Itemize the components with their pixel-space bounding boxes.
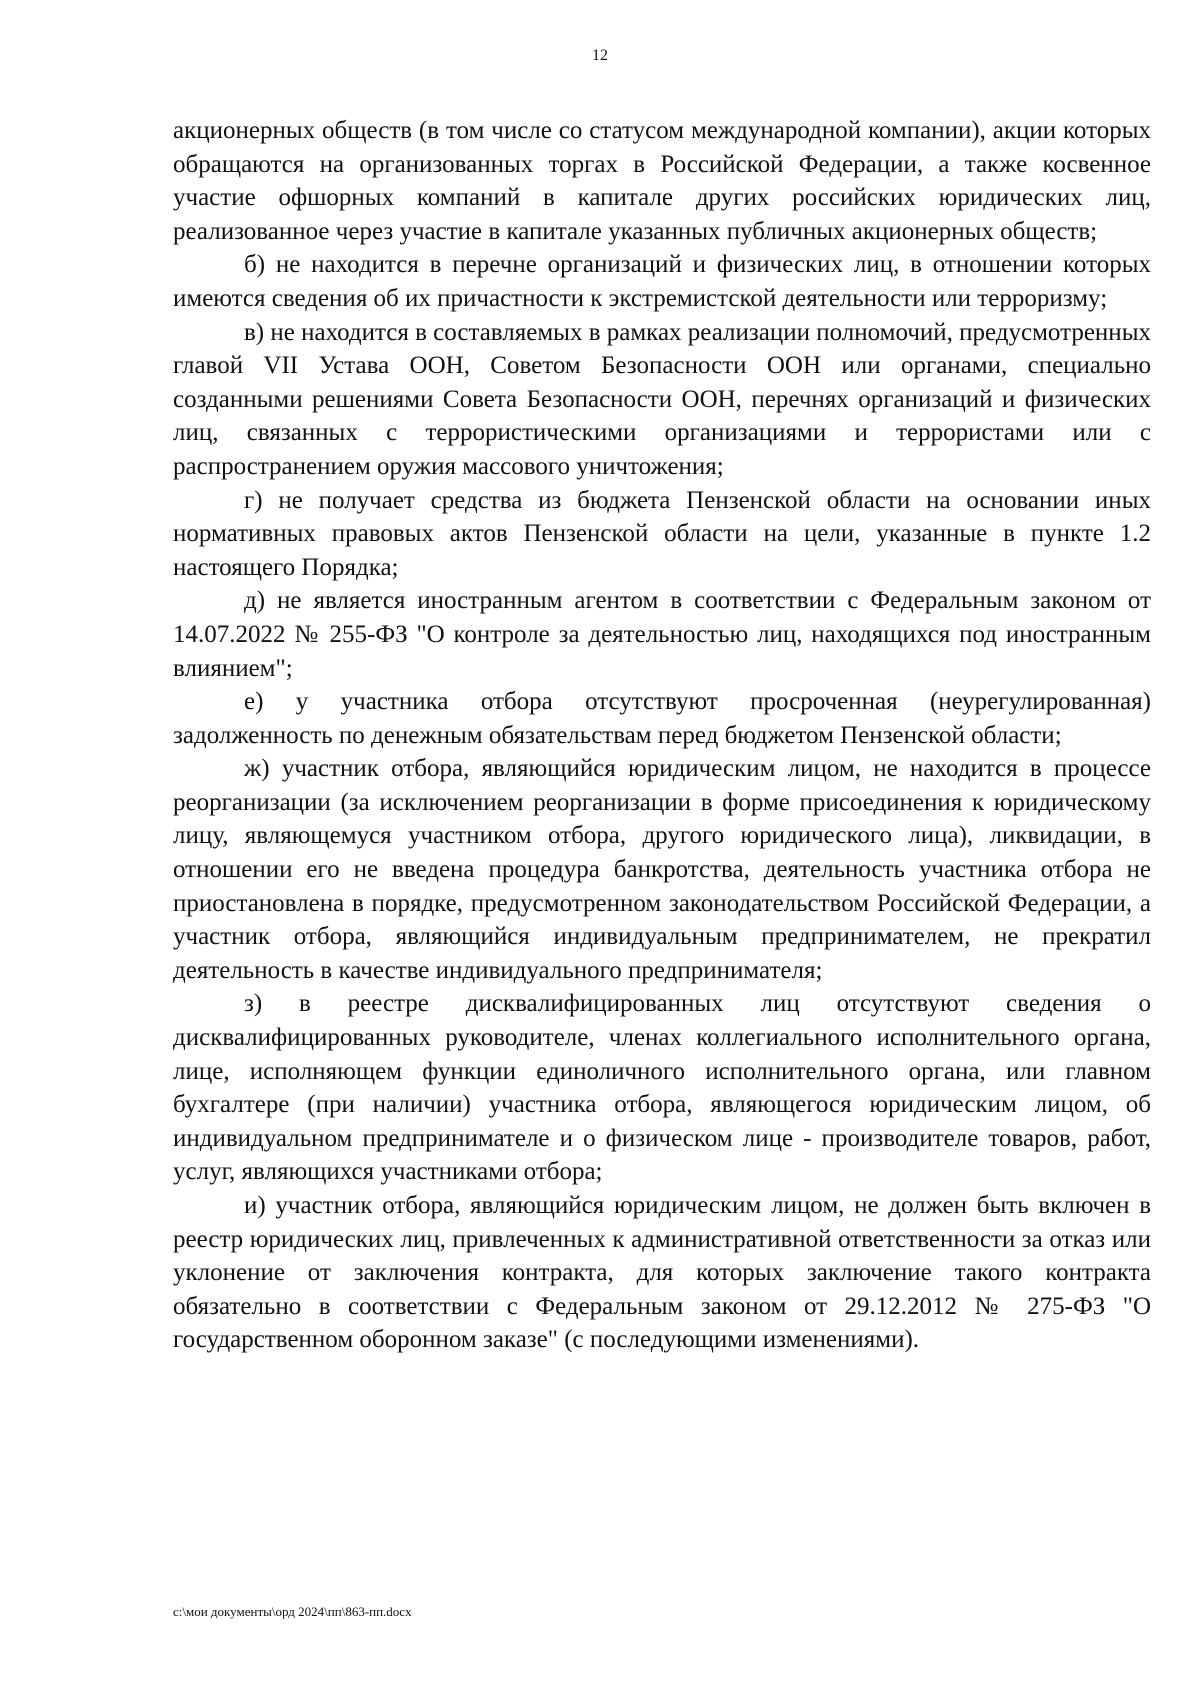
paragraph-item-i: и) участник отбора, являющийся юридическим лицом, не должен быть включен в реестр юридических лиц, привлеченных к административной ответственности за отказ или уклонение от заключения контракта, для которых заключение такого контракта обязательно в соответствии с Федеральным законом от 29.12.2012 № 275-ФЗ "О государственном оборонном заказе" (с последующими изменениями). — [173, 1192, 1151, 1354]
document-body — [173, 114, 1151, 1357]
file-path-footer: c:\мои документы\орд 2024\пп\863-пп.docx — [173, 1604, 412, 1619]
page-number: 12 — [592, 47, 608, 64]
paragraph-item-v: в) не находится в составляемых в рамках реализации полномочий, предусмотренных главой VII Устава ООН, Советом Безопасности ООН или органами, специально созданными решениями Совета Безопасности ООН, перечнях организаций и физических лиц, связанных с террористическими организациями и террористами или с распространением оружия массового уничтожения; — [173, 318, 1151, 480]
paragraph-item-b: б) не находится в перечне организаций и физических лиц, в отношении которых имеются сведения об их причастности к экстремистской деятельности или терроризму; — [173, 251, 1151, 312]
paragraph-item-zh: ж) участник отбора, являющийся юридическим лицом, не находится в процессе реорганизации (за исключением реорганизации в форме присоединения к юридическому лицу, являющемуся участником отбора, другого юридического лица), ликвидации, в отношении его не введена процедура банкротства, деятельность участника отбора не приостановлена в порядке, предусмотренном законодательством Российской Федерации, а участник отбора, являющийся индивидуальным предпринимателем, не прекратил деятельность в качестве индивидуального предпринимателя; — [173, 755, 1151, 984]
paragraph-item-z: з) в реестре дисквалифицированных лиц отсутствуют сведения о дисквалифицированных руководителе, членах коллегиального исполнительного органа, лице, исполняющем функции единоличного исполнительного органа, или главном бухгалтере (при наличии) участника отбора, являющегося юридическим лицом, об индивидуальном предпринимателе и о физическом лице - производителе товаров, работ, услуг, являющихся участниками отбора; — [173, 990, 1151, 1186]
paragraph-continuation: акционерных обществ (в том числе со статусом международной компании), акции которых обращаются на организованных торгах в Российской Федерации, а также косвенное участие офшорных компаний в капитале других российских юридических лиц, реализованное через участие в капитале указанных публичных акционерных обществ; — [173, 117, 1151, 245]
paragraph-item-g: г) не получает средства из бюджета Пензенской области на основании иных нормативных правовых актов Пензенской области на цели, указанные в пункте 1.2 настоящего Порядка; — [173, 486, 1151, 581]
paragraph-item-e: е) у участника отбора отсутствуют просроченная (неурегулированная) задолженность по денежным обязательствам перед бюджетом Пензенской области; — [173, 688, 1151, 749]
paragraph-item-d: д) не является иностранным агентом в соответствии с Федеральным законом от 14.07.2022 № 255-ФЗ "О контроле за деятельностью лиц, находящихся под иностранным влиянием"; — [173, 587, 1151, 682]
